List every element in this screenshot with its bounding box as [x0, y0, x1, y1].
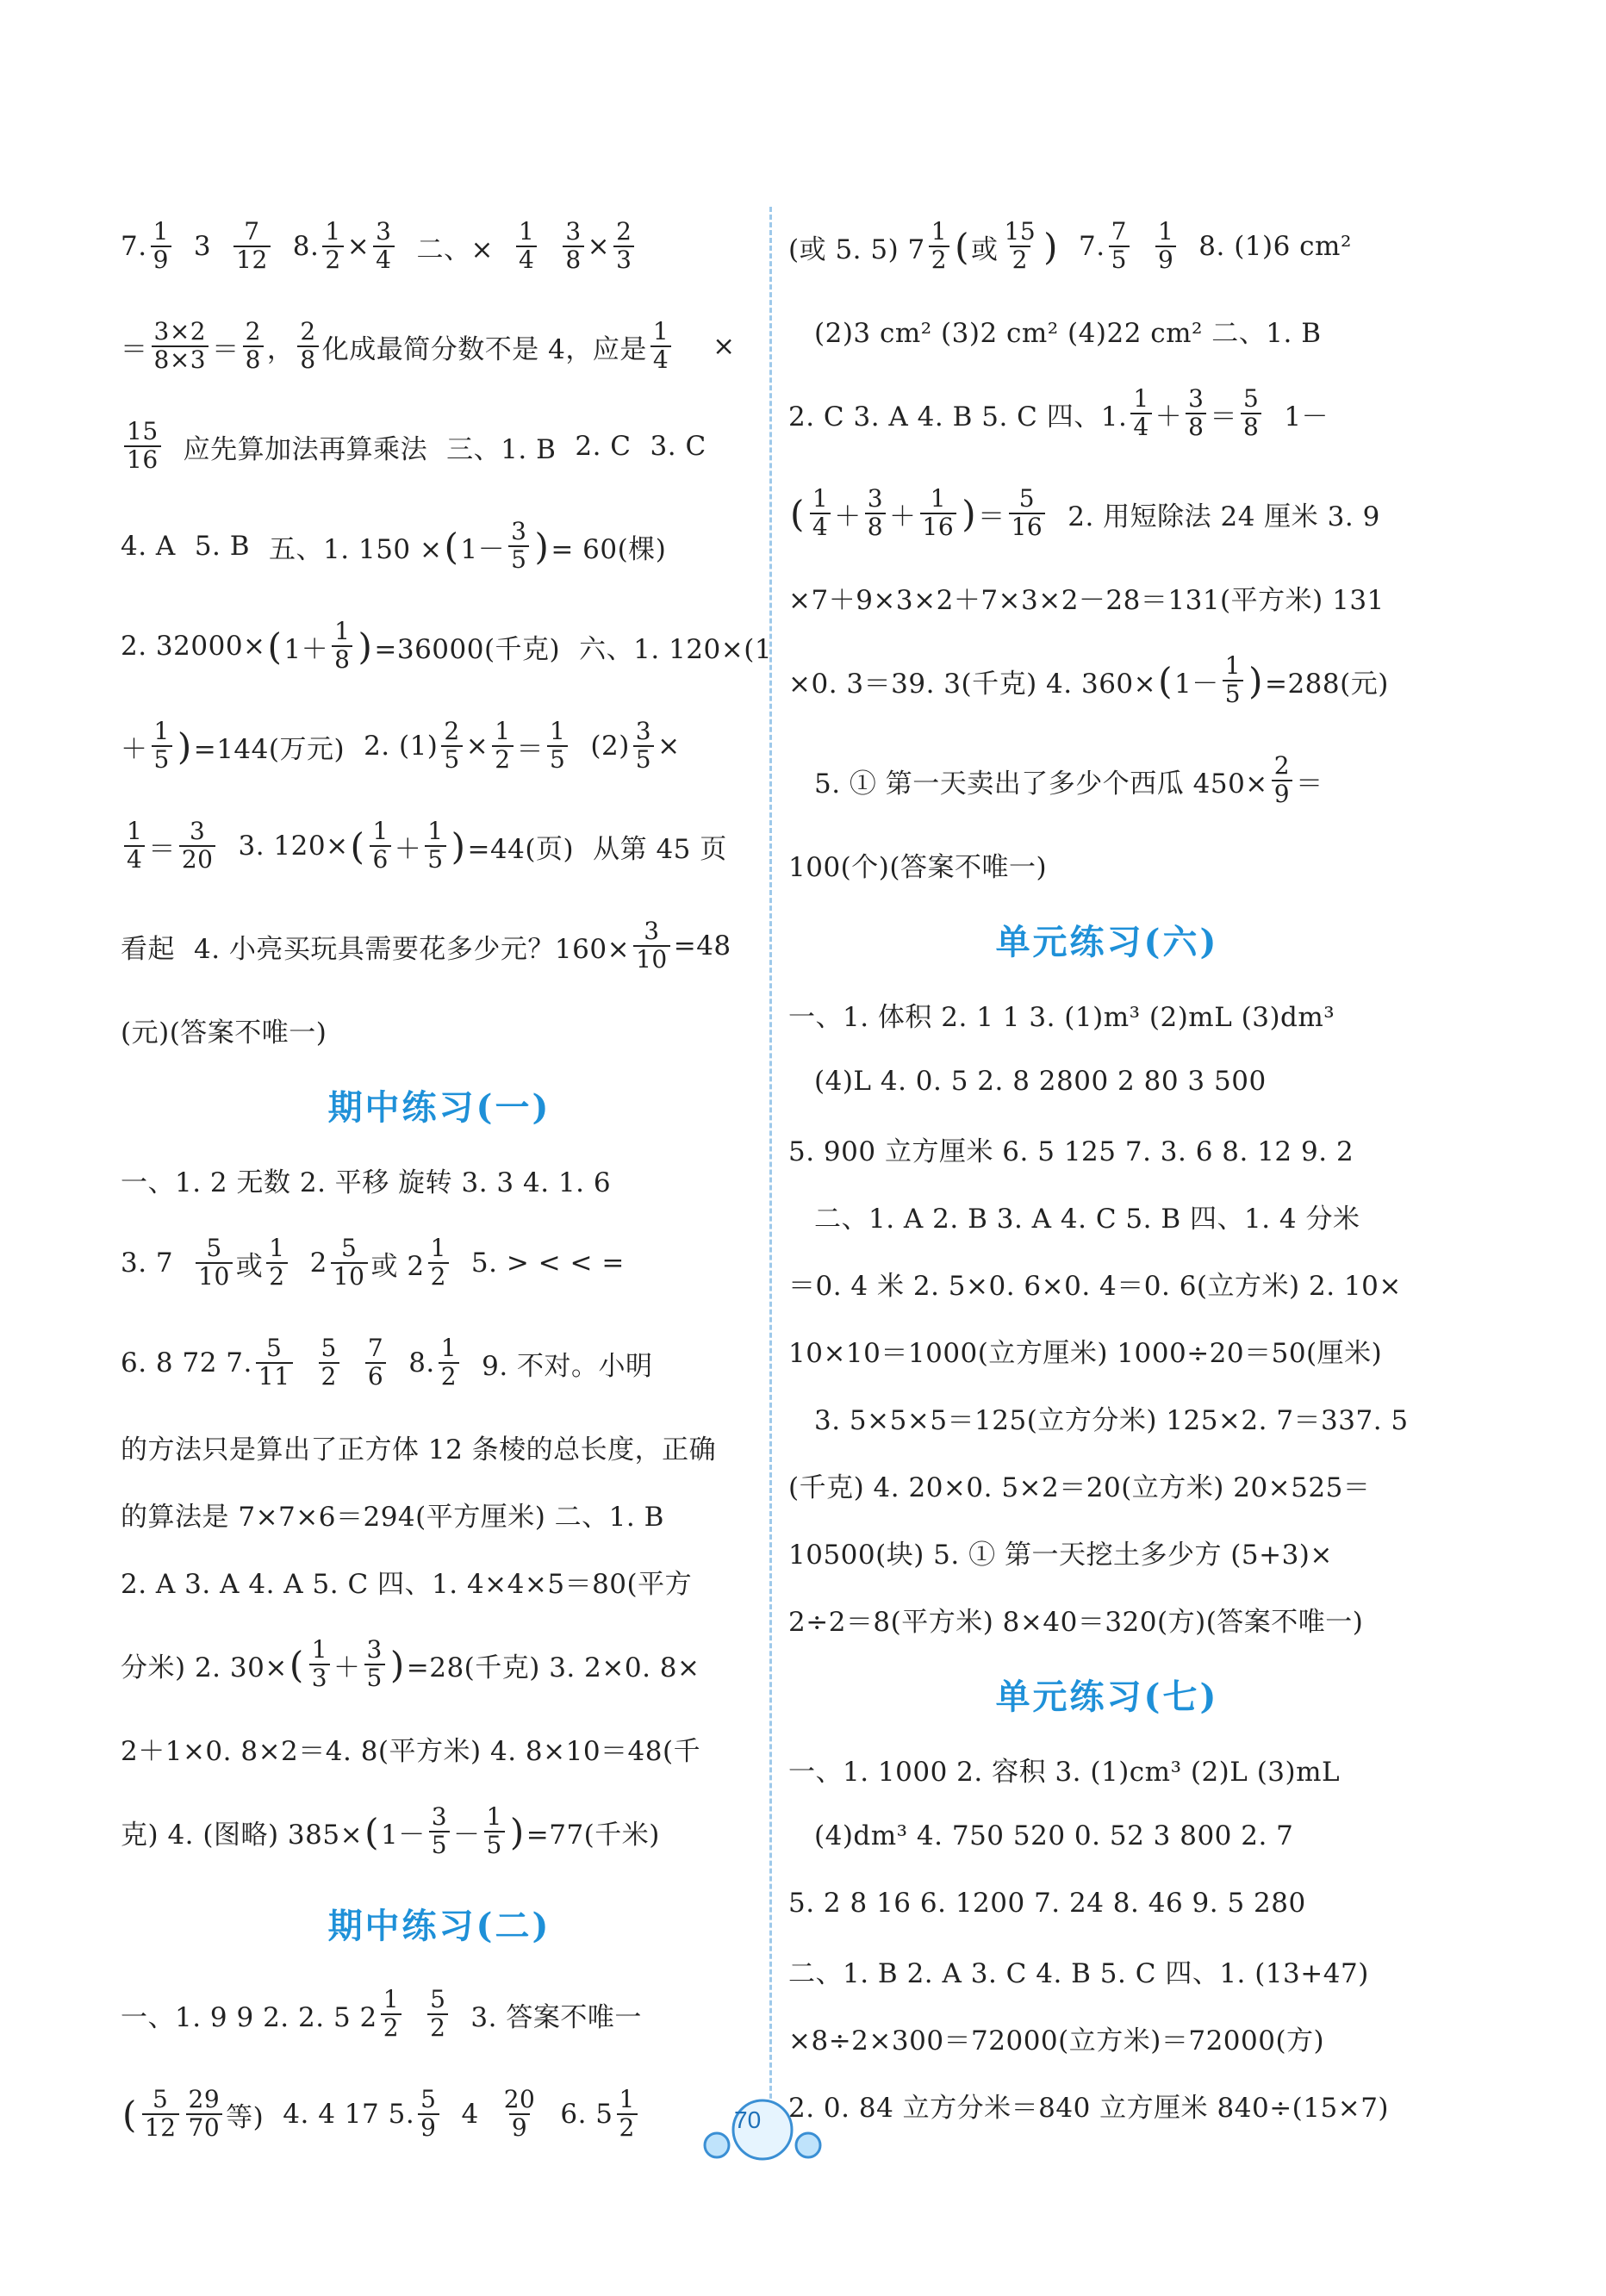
answer-line: 4. A 5. B 五、1. 150 × ( 1－ 3 5 ) = 60(棵) — [121, 517, 667, 574]
answer-line: (4)L 4. 0. 5 2. 8 2800 2 80 3 500 — [814, 1066, 1267, 1097]
answer-line: 1 4 ＝ 3 20 3. 120× ( 1 6 ＋ 1 5 ) =44(页) 从第 45 页 — [121, 796, 758, 896]
answer-line: ×8÷2×300＝72000(立方米)＝72000(方) — [788, 2025, 1325, 2056]
answer-line: 二、1. A 2. B 3. A 4. C 5. B 四、1. 4 分米 — [814, 1203, 1360, 1235]
answer-line: 一、1. 9 9 2. 2. 5 2 1 2 5 2 3. 答案不唯一 — [121, 1985, 642, 2042]
answer-line: 一、1. 2 无数 2. 平移 旋转 3. 3 4. 1. 6 — [121, 1167, 612, 1198]
answer-line: ＋ 1 5 ) =144(万元) 2. (1) 2 5 × 1 2 ＝ 1 5 (2) 3 5 × — [121, 717, 681, 774]
page-number: 70 — [734, 2106, 762, 2133]
answer-line: 3. 7 5 10 或 1 2 2 5 10 或 2 1 2 5. > < < = — [121, 1234, 625, 1291]
answer-line: 克) 4. (图略) 385× ( 1－ 3 5 － 1 5 ) =77(千米) — [121, 1802, 660, 1859]
answer-line: 看起 4. 小亮买玩具需要花多少元？160× $\frac{3}{10}$ =48 — [121, 917, 731, 974]
answer-line: ×0. 3＝39. 3(千克) 4. 360× ( 1－ 1 5 ) =288(元) — [788, 651, 1389, 708]
answer-line: 3. 5×5×5＝125(立方分米) 125×2. 7＝337. 5 — [814, 1404, 1409, 1436]
answer-line: (2)3 cm² (3)2 cm² (4)22 cm² 二、1. B — [814, 317, 1322, 349]
answer-line: 5. 900 立方厘米 6. 5 125 7. 3. 6 8. 12 9. 2 — [788, 1136, 1354, 1167]
right-column — [788, 196, 1426, 2138]
answer-line: (4)dm³ 4. 750 520 0. 52 3 800 2. 7 — [814, 1820, 1294, 1851]
answer-line: 2. C 3. A 4. B 5. C 四、1. 1 4 ＋ 3 8 ＝ 5 8 1－ — [788, 384, 1329, 441]
section-title-midterm-1: 期中练习(一) — [327, 1086, 551, 1128]
section-title-midterm-2: 期中练习(二) — [327, 1905, 551, 1946]
answer-line: 2. 0. 84 立方分米＝840 立方厘米 840÷(15×7) — [788, 2092, 1390, 2124]
answer-line: 的算法是 7×7×6＝294(平方厘米) 二、1. B — [121, 1501, 664, 1533]
answer-line: (元)(答案不唯一) — [121, 1017, 327, 1048]
answer-line: 10500(块) 5. ① 第一天挖土多少方 (5+3)× — [788, 1539, 1333, 1571]
answer-line: ( 5 12 29 70 等) 4. 4 17 5. 5 9 4 20 9 6. 5 1 2 — [121, 2064, 758, 2164]
answer-line: 一、1. 体积 2. 1 1 3. (1)m³ (2)mL (3)dm³ — [788, 1001, 1335, 1033]
answer-line: ×7＋9×3×2＋7×3×2－28＝131(平方米) 131 — [788, 584, 1385, 616]
answer-line: 2＋1×0. 8×2＝4. 8(平方米) 4. 8×10＝48(千 — [121, 1735, 701, 1767]
answer-line: ＝ 3×2 8×3 ＝ 2 8 ， 2 8 化成最简分数不是 4，应是 1 4 × — [121, 317, 736, 374]
answer-line: 2÷2＝8(平方米) 8×40＝320(方)(答案不唯一) — [788, 1606, 1364, 1638]
answer-line: (千克) 4. 20×0. 5×2＝20(立方米) 20×525＝ — [788, 1472, 1371, 1503]
column-divider — [769, 207, 772, 2145]
answer-line: 6. 8 72 7. 5 11 5 2 7 6 8. 1 2 9. 不对。小明 — [121, 1334, 653, 1391]
section-title-unit-7: 单元练习(七) — [995, 1676, 1219, 1717]
answer-line: 一、1. 1000 2. 容积 3. (1)cm³ (2)L (3)mL — [788, 1756, 1341, 1788]
answer-line: 2. A 3. A 4. A 5. C 四、1. 4×4×5＝80(平方 — [121, 1568, 693, 1600]
answer-line: 分米) 2. 30× ( 1 3 ＋ 3 5 ) =28(千克) 3. 2×0. 8× — [121, 1635, 700, 1692]
answer-line: ＝0. 4 米 2. 5×0. 6×0. 4＝0. 6(立方米) 2. 10× — [788, 1270, 1402, 1302]
answer-line: 二、1. B 2. A 3. C 4. B 5. C 四、1. (13+47) — [788, 1957, 1369, 1989]
answer-line: 2. 32000× ( 1＋ 1 8 ) =36000(千克) 六、1. 120×(1 — [121, 617, 773, 674]
answer-line: 的方法只是算出了正方体 12 条棱的总长度，正确 — [121, 1434, 717, 1465]
section-title-unit-6: 单元练习(六) — [995, 921, 1219, 962]
answer-line: 5. 2 8 16 6. 1200 7. 24 8. 46 9. 5 280 — [788, 1888, 1306, 1919]
answer-line: ( 1 4 ＋ 3 8 ＋ 1 16 ) ＝ 5 16 2. 用短除法 24 厘米 3. 9 — [790, 484, 1380, 541]
page-badge-icon — [698, 2094, 827, 2171]
answer-line: 7. 1 9 3 7 12 8. 1 2 × 3 4 二、× 1 4 3 8 × 2 3 — [121, 196, 758, 296]
answer-line: 100(个)(答案不唯一) — [788, 851, 1048, 883]
answer-line: 15 16 应先算加法再算乘法 三、1. B 2. C 3. C — [121, 396, 758, 496]
answer-line: 5. ① 第一天卖出了多少个西瓜 450× $\frac{2}{9}$ ＝ — [814, 751, 1323, 808]
left-column — [121, 196, 773, 2164]
answer-line: 10×10＝1000(立方厘米) 1000÷20＝50(厘米) — [788, 1337, 1383, 1369]
answer-line: (或 5. 5) 7 1 2 ( 或 15 2 ) 7. 7 5 1 9 8. (1)6 cm² — [788, 217, 1352, 274]
